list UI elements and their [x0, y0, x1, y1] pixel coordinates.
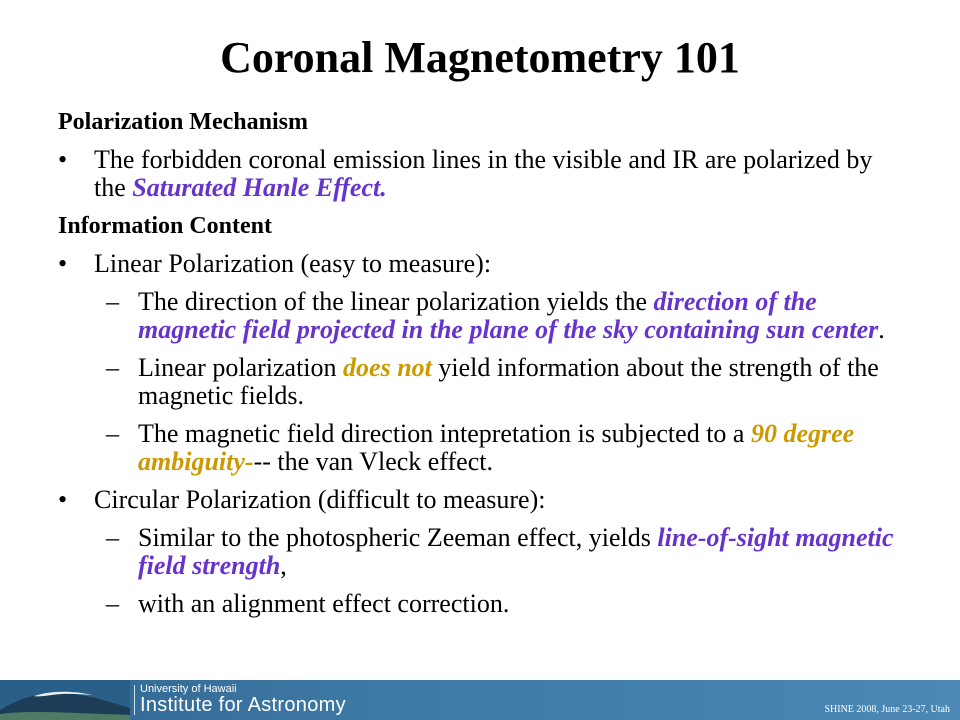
logo-university: University of Hawaii — [140, 683, 237, 695]
sub-bullet-text: The magnetic field direction intepretation is subjected to a — [138, 419, 751, 448]
slide-content — [58, 108, 898, 628]
logo-divider — [134, 685, 135, 715]
bullet-text: Circular Polarization (difficult to measure): — [94, 485, 546, 514]
sub-bullet-ambiguity — [58, 420, 898, 476]
mountain-logo-icon — [0, 680, 130, 720]
sub-bullet-text-end: yield information about the strength of the magnetic fields. — [138, 353, 879, 410]
bullet-circular-polarization — [58, 486, 898, 514]
highlight-does-not: does not — [343, 353, 432, 382]
sub-bullet-direction — [58, 288, 898, 344]
bullet-marker: • — [58, 249, 68, 278]
bullet-marker: • — [58, 485, 68, 514]
heading-information-content: Information Content — [58, 213, 272, 239]
sub-bullet-zeeman — [58, 524, 898, 580]
sub-bullet-text-end: . — [878, 315, 885, 344]
bullet-linear-polarization — [58, 250, 898, 278]
highlight-line-of-sight: line-of-sight magnetic field strength — [138, 523, 894, 580]
dash-marker: – — [106, 353, 119, 382]
slide-title: Coronal Magnetometry 101 — [220, 33, 740, 82]
heading-polarization-mechanism: Polarization Mechanism — [58, 109, 308, 135]
sub-bullet-text: Similar to the photospheric Zeeman effect, yields — [138, 523, 658, 552]
sub-bullet-text: Linear polarization — [138, 353, 344, 382]
footer-credit: SHINE 2008, June 23-27, Utah — [824, 704, 950, 715]
sub-bullet-text: The direction of the linear polarization yields the — [138, 287, 654, 316]
logo-institute: Institute for Astronomy — [140, 694, 346, 716]
sub-bullet-strength — [58, 354, 898, 410]
sub-bullet-alignment — [58, 590, 898, 618]
footer-bar — [0, 680, 960, 720]
highlight-hanle-effect: Saturated Hanle Effect. — [132, 173, 387, 202]
dash-marker: – — [106, 523, 119, 552]
dash-marker: – — [106, 287, 119, 316]
bullet-marker: • — [58, 145, 68, 174]
dash-marker: – — [106, 419, 119, 448]
bullet-text: The forbidden coronal emission lines in the visible and IR are polarized by the — [94, 145, 873, 202]
sub-bullet-text: with an alignment effect correction. — [138, 589, 510, 618]
highlight-90-degree: 90 degree ambiguity- — [138, 419, 855, 476]
dash-marker: – — [106, 589, 119, 618]
bullet-text: Linear Polarization (easy to measure): — [94, 249, 492, 278]
highlight-direction: direction of the magnetic field projected in the plane of the sky containing sun center — [138, 287, 879, 344]
bullet-forbidden-lines — [58, 146, 898, 202]
sub-bullet-text-end: , — [280, 551, 287, 580]
sub-bullet-text-end: -- the van Vleck effect. — [253, 447, 493, 476]
